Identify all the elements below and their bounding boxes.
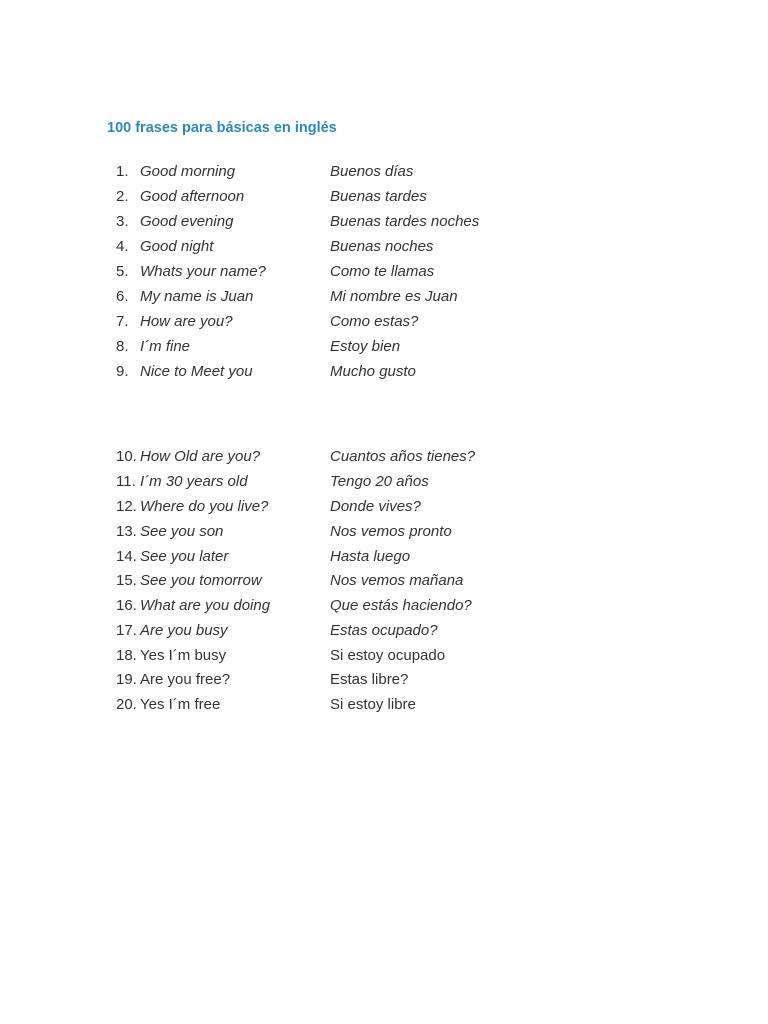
phrase-english: I´m fine: [140, 338, 191, 355]
phrase-spanish: Buenos días: [330, 163, 414, 180]
phrase-row: [0, 595, 768, 617]
phrase-spanish: Buenas tardes noches: [330, 213, 480, 230]
phrase-spanish: Estoy bien: [330, 338, 401, 355]
phrase-spanish: Que estás haciendo?: [330, 597, 472, 614]
phrase-english: My name is Juan: [140, 288, 254, 305]
phrase-row: [0, 236, 768, 258]
phrase-number: 8.: [116, 338, 129, 355]
phrase-number: 16.: [116, 597, 137, 614]
phrase-row: [0, 570, 768, 592]
phrase-row: [0, 286, 768, 308]
phrase-row: [0, 546, 768, 568]
phrase-english: Good night: [140, 238, 214, 255]
phrase-english: How are you?: [140, 313, 233, 330]
phrase-spanish: Si estoy ocupado: [330, 647, 446, 664]
phrase-row: [0, 669, 768, 691]
phrase-number: 4.: [116, 238, 129, 255]
phrase-number: 11.: [116, 473, 136, 490]
phrase-english: See you tomorrow: [140, 572, 262, 589]
phrase-row: [0, 261, 768, 283]
phrase-english: Whats your name?: [140, 263, 266, 280]
phrase-row: [0, 521, 768, 543]
phrase-row: [0, 446, 768, 468]
phrase-english: Nice to Meet you: [140, 363, 253, 380]
phrase-english: Good evening: [140, 213, 234, 230]
phrase-number: 1.: [116, 163, 129, 180]
phrase-number: 3.: [116, 213, 129, 230]
phrase-number: 5.: [116, 263, 129, 280]
phrase-number: 6.: [116, 288, 129, 305]
phrase-english: Yes I´m free: [140, 696, 221, 713]
phrase-spanish: Donde vives?: [330, 498, 421, 515]
phrase-number: 10.: [116, 448, 137, 465]
phrase-english: Good afternoon: [140, 188, 245, 205]
phrase-english: Good morning: [140, 163, 236, 180]
phrase-english: Are you free?: [140, 671, 231, 688]
phrase-english: Are you busy: [140, 622, 228, 639]
phrase-number: 17.: [116, 622, 137, 639]
phrase-english: Where do you live?: [140, 498, 269, 515]
phrase-english: See you son: [140, 523, 224, 540]
phrase-row: [0, 471, 768, 493]
phrase-row: [0, 161, 768, 183]
phrase-english: Yes I´m busy: [140, 647, 227, 664]
phrase-row: [0, 694, 768, 716]
phrase-number: 7.: [116, 313, 129, 330]
phrase-spanish: Si estoy libre: [330, 696, 416, 713]
phrase-row: [0, 361, 768, 383]
phrase-row: [0, 211, 768, 233]
phrase-row: [0, 620, 768, 642]
phrase-spanish: Mucho gusto: [330, 363, 416, 380]
phrase-number: 14.: [116, 548, 137, 565]
phrase-number: 12.: [116, 498, 137, 515]
phrase-number: 9.: [116, 363, 129, 380]
document-title: 100 frases para básicas en inglés: [107, 120, 337, 136]
phrase-english: How Old are you?: [140, 448, 261, 465]
phrase-number: 19.: [116, 671, 137, 688]
phrase-spanish: Como estas?: [330, 313, 419, 330]
phrase-spanish: Como te llamas: [330, 263, 435, 280]
phrase-number: 18.: [116, 647, 137, 664]
phrase-number: 15.: [116, 572, 137, 589]
phrase-spanish: Mi nombre es Juan: [330, 288, 458, 305]
phrase-row: [0, 645, 768, 667]
phrase-number: 13.: [116, 523, 137, 540]
phrase-spanish: Estas ocupado?: [330, 622, 438, 639]
phrase-spanish: Estas libre?: [330, 671, 409, 688]
phrase-row: [0, 186, 768, 208]
phrase-spanish: Cuantos años tienes?: [330, 448, 476, 465]
phrase-spanish: Buenas noches: [330, 238, 434, 255]
phrase-english: What are you doing: [140, 597, 271, 614]
phrase-row: [0, 496, 768, 518]
phrase-row: [0, 336, 768, 358]
phrase-spanish: Hasta luego: [330, 548, 411, 565]
phrase-spanish: Buenas tardes: [330, 188, 427, 205]
phrase-number: 20.: [116, 696, 137, 713]
phrase-spanish: Nos vemos mañana: [330, 572, 464, 589]
phrase-english: See you later: [140, 548, 229, 565]
phrase-row: [0, 311, 768, 333]
phrase-english: I´m 30 years old: [140, 473, 248, 490]
phrase-spanish: Nos vemos pronto: [330, 523, 452, 540]
phrase-number: 2.: [116, 188, 129, 205]
phrase-spanish: Tengo 20 años: [330, 473, 429, 490]
